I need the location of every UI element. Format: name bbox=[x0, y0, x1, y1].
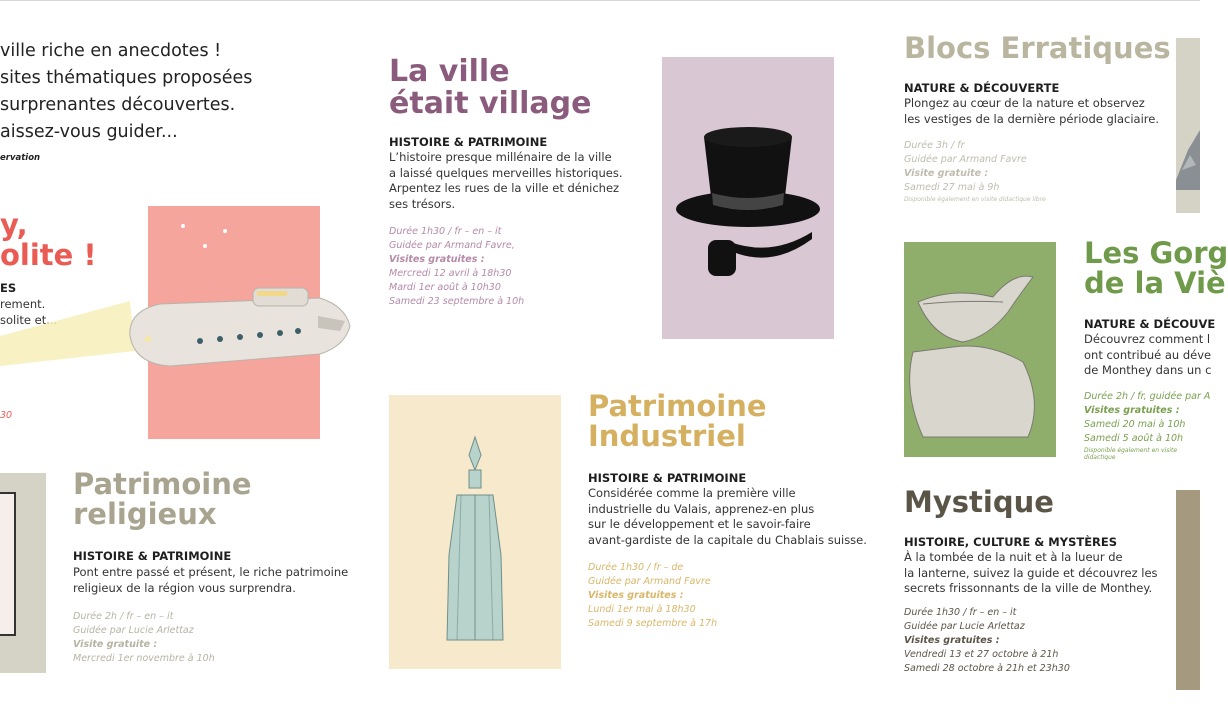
intro-line: surprenantes découvertes. bbox=[0, 95, 236, 115]
blocs-desc-line: les vestiges de la dernière période glaciaire. bbox=[904, 111, 1159, 126]
blocs-desc-line: Plongez au cœur de la nature et observez bbox=[904, 96, 1145, 110]
brown-block bbox=[1176, 490, 1200, 690]
gorges-desc-line: de Monthey dans un c bbox=[1084, 363, 1212, 377]
village-meta-line: Visites gratuites : bbox=[389, 254, 485, 265]
gorges-meta-line: Visites gratuites : bbox=[1084, 405, 1180, 416]
mystique-title: Mystique bbox=[904, 485, 1054, 519]
submarine-meta: 30 bbox=[0, 410, 13, 421]
village-desc-line: ses trésors. bbox=[389, 196, 456, 211]
religieux-category: HISTOIRE & PATRIMOINE bbox=[73, 549, 232, 563]
mystique-meta-line: Guidée par Lucie Arlettaz bbox=[904, 621, 1025, 632]
gorges-meta-line: Samedi 20 mai à 10h bbox=[1084, 419, 1186, 430]
industriel-category: HISTOIRE & PATRIMOINE bbox=[588, 471, 747, 485]
industriel-title-line: Industriel bbox=[588, 419, 746, 454]
mystique-desc-line: secrets frissonnants de la ville de Monthey. bbox=[904, 581, 1153, 595]
mystique-category: HISTOIRE, CULTURE & MYSTÈRES bbox=[904, 535, 1118, 549]
mystique-desc-line: À la tombée de la nuit et à la lueur de bbox=[904, 550, 1123, 564]
mystique-meta-line: Visites gratuites : bbox=[904, 635, 1000, 646]
blocs-title: Blocs Erratiques bbox=[904, 31, 1171, 65]
industriel-desc-line: sur le développement et le savoir-faire bbox=[588, 517, 811, 531]
blocs-meta bbox=[904, 139, 1027, 195]
religieux-meta bbox=[73, 610, 215, 666]
gorges-desc-line: Découvrez comment l bbox=[1084, 332, 1211, 346]
village-meta-line: Guidée par Armand Favre, bbox=[389, 240, 515, 251]
industriel-desc-line: Considérée comme la première ville bbox=[588, 486, 796, 500]
gorges-title-line: de la Viè bbox=[1084, 266, 1226, 301]
top-border bbox=[0, 0, 1200, 1]
religieux-desc-line: religieux de la région vous surprendra. bbox=[73, 580, 296, 595]
industriel-meta-line: Lundi 1er mai à 18h30 bbox=[588, 604, 696, 615]
gorges-desc-line: ont contribué au déve bbox=[1084, 347, 1212, 362]
village-title bbox=[389, 56, 591, 119]
intro-text bbox=[0, 38, 252, 146]
blocs-meta-line: Guidée par Armand Favre bbox=[904, 154, 1027, 165]
intro-note: ervation bbox=[0, 153, 41, 163]
village-meta-line: Samedi 23 septembre à 10h bbox=[389, 296, 525, 307]
religieux-desc-line: Pont entre passé et présent, le riche patrimoine bbox=[73, 565, 349, 579]
intro-line: sites thématiques proposées bbox=[0, 68, 253, 88]
village-meta-line: Durée 1h30 / fr – en – it bbox=[389, 226, 502, 237]
submarine-desc-line: solite et... bbox=[0, 312, 58, 327]
submarine-title-line: y, bbox=[0, 208, 28, 242]
statue-illustration bbox=[893, 242, 1063, 457]
blocs-meta-line: Samedi 27 mai à 9h bbox=[904, 182, 1000, 193]
religieux-meta-line: Durée 2h / fr – en – it bbox=[73, 611, 174, 622]
village-description bbox=[389, 150, 622, 212]
industriel-meta-line: Visites gratuites : bbox=[588, 590, 684, 601]
gorges-title bbox=[1084, 238, 1228, 299]
gorges-meta bbox=[1084, 390, 1210, 446]
mystique-meta-line: Samedi 28 octobre à 21h et 23h30 bbox=[904, 663, 1070, 674]
village-desc-line: a laissé quelques merveilles historiques. bbox=[389, 165, 623, 180]
industriel-title bbox=[588, 391, 767, 452]
village-desc-line: Arpentez les rues de la ville et dénichez bbox=[389, 181, 620, 195]
submarine-desc-line: rement. bbox=[0, 297, 46, 311]
industriel-meta-line: Guidée par Armand Favre bbox=[588, 576, 711, 587]
top-hat-pipe-illustration bbox=[662, 57, 834, 339]
religieux-description bbox=[73, 565, 348, 596]
gorges-category: NATURE & DÉCOUVE bbox=[1084, 317, 1216, 331]
religieux-meta-line: Guidée par Lucie Arlettaz bbox=[73, 625, 194, 636]
submarine-title-line: olite ! bbox=[0, 238, 97, 273]
gorges-meta-line: Samedi 5 août à 10h bbox=[1084, 433, 1184, 444]
intro-line: aissez-vous guider... bbox=[0, 122, 178, 142]
industriel-meta-line: Durée 1h30 / fr – de bbox=[588, 562, 684, 573]
gorges-title-line: Les Gorg bbox=[1084, 236, 1228, 270]
village-meta-line: Mercredi 12 avril à 18h30 bbox=[389, 268, 512, 279]
blocs-category: NATURE & DÉCOUVERTE bbox=[904, 81, 1060, 95]
gorges-note: Disponible également en visite didactique bbox=[1084, 447, 1178, 461]
industriel-meta-line: Samedi 9 septembre à 17h bbox=[588, 618, 718, 629]
blocs-note: Disponible également en visite didactique libre bbox=[904, 196, 1046, 203]
religieux-title-line: Patrimoine bbox=[73, 467, 252, 501]
submarine-illustration bbox=[0, 206, 360, 446]
industriel-meta bbox=[588, 561, 717, 631]
mystique-desc-line: la lanterne, suivez la guide et découvrez les bbox=[904, 565, 1158, 580]
intro-line: ville riche en anecdotes ! bbox=[0, 41, 222, 61]
mystique-description bbox=[904, 550, 1158, 597]
carafe-illustration bbox=[389, 395, 561, 669]
gorges-meta-line: Durée 2h / fr, guidée par A bbox=[1084, 391, 1211, 402]
religieux-title bbox=[73, 469, 252, 530]
religieux-meta-line: Visite gratuite : bbox=[73, 639, 158, 650]
industriel-description bbox=[588, 486, 867, 548]
gorges-description bbox=[1084, 332, 1211, 379]
submarine-category: ES bbox=[0, 281, 17, 295]
blocs-meta-line: Visite gratuite : bbox=[904, 168, 989, 179]
blocs-description bbox=[904, 96, 1159, 127]
industriel-desc-line: industrielle du Valais, apprenez-en plus bbox=[588, 501, 815, 516]
village-category: HISTOIRE & PATRIMOINE bbox=[389, 135, 548, 149]
blocs-meta-line: Durée 3h / fr bbox=[904, 140, 965, 151]
industriel-title-line: Patrimoine bbox=[588, 389, 767, 423]
village-meta bbox=[389, 225, 524, 309]
village-title-line: La ville bbox=[389, 54, 510, 89]
industriel-desc-line: avant-gardiste de la capitale du Chablais suisse. bbox=[588, 532, 867, 547]
rock-illustration bbox=[1176, 110, 1200, 190]
village-meta-line: Mardi 1er août à 10h30 bbox=[389, 282, 501, 293]
village-title-line: était village bbox=[389, 85, 592, 121]
mystique-meta-line: Durée 1h30 / fr – en – it bbox=[904, 607, 1017, 618]
mystique-meta-line: Vendredi 13 et 27 octobre à 21h bbox=[904, 649, 1059, 660]
village-desc-line: L’histoire presque millénaire de la ville bbox=[389, 150, 612, 164]
religious-frame-illustration bbox=[0, 492, 16, 636]
religieux-title-line: religieux bbox=[73, 497, 217, 532]
religieux-meta-line: Mercredi 1er novembre à 10h bbox=[73, 653, 215, 664]
mystique-meta bbox=[904, 606, 1070, 676]
